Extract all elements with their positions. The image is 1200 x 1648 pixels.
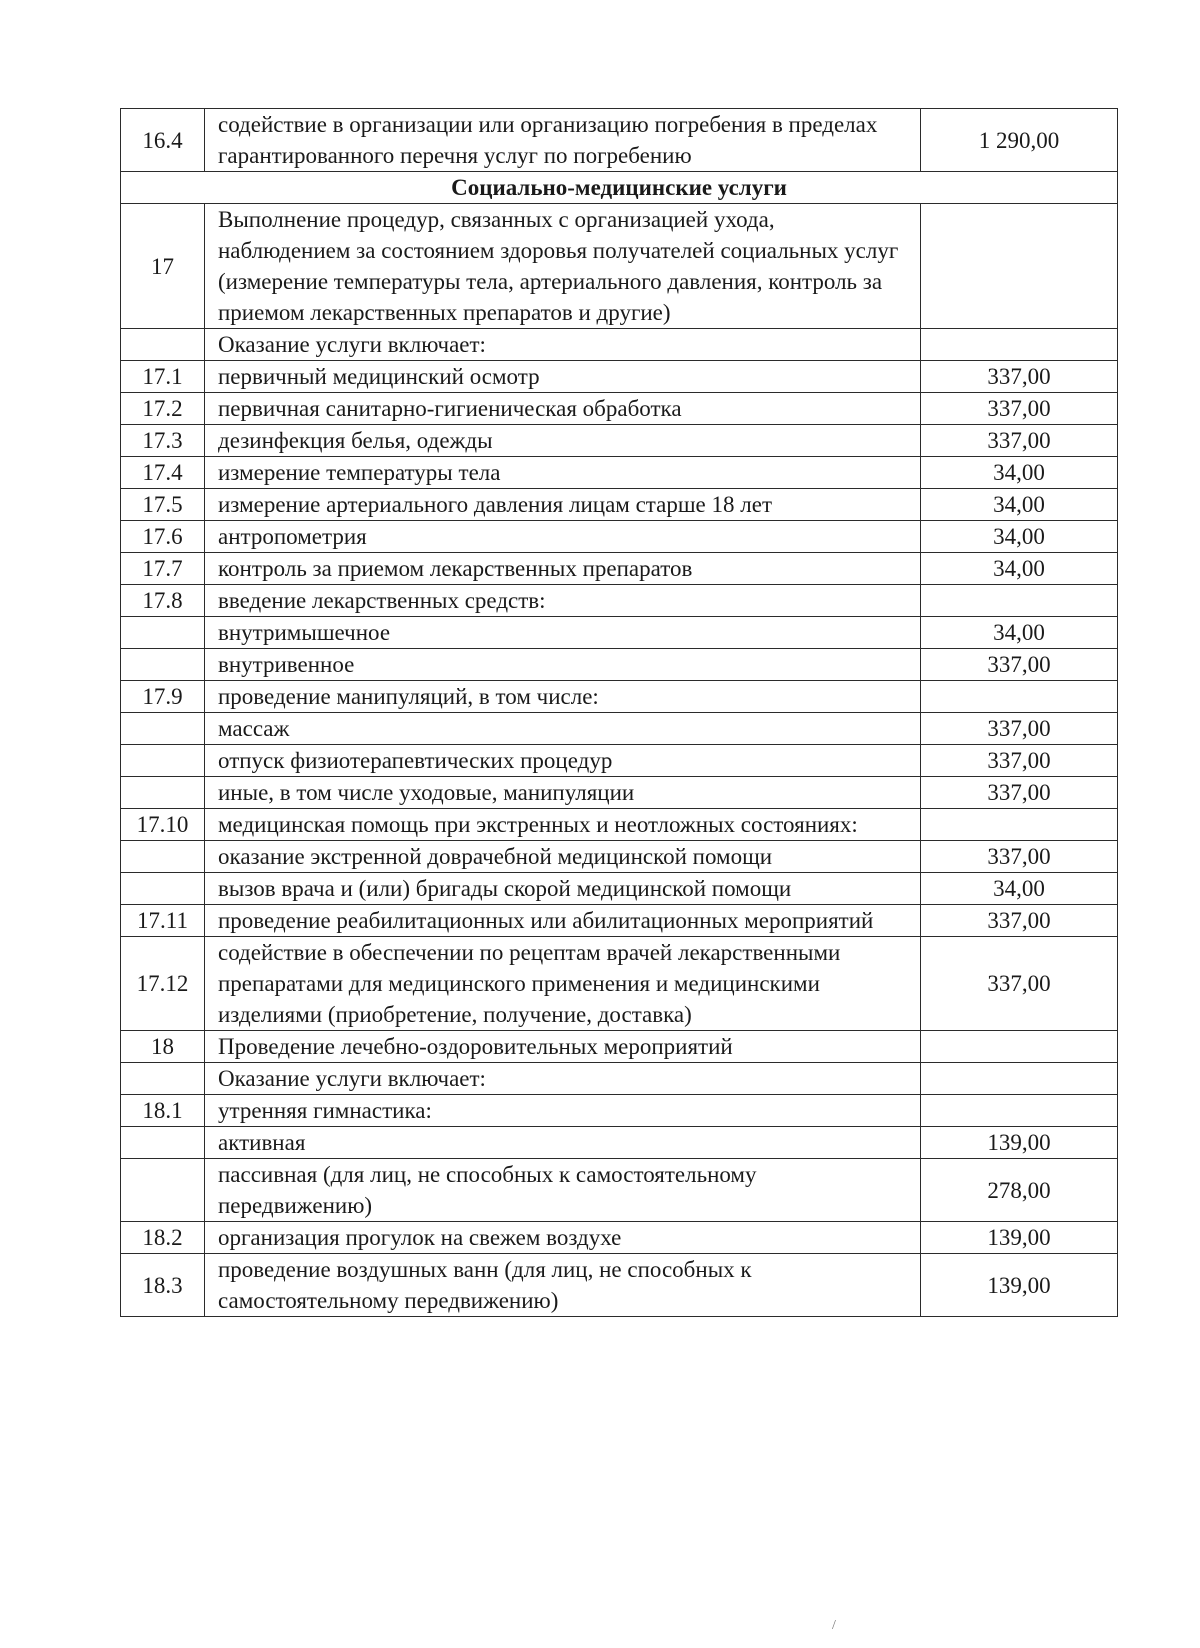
- row-number: 17.3: [121, 425, 205, 457]
- service-price: 337,00: [921, 745, 1118, 777]
- table-row: [121, 1063, 1118, 1095]
- service-price: [921, 329, 1118, 361]
- row-number: 18.3: [121, 1254, 205, 1317]
- row-number: [121, 649, 205, 681]
- service-price: 337,00: [921, 425, 1118, 457]
- service-price: 337,00: [921, 649, 1118, 681]
- service-price: 278,00: [921, 1159, 1118, 1222]
- table-row: [121, 905, 1118, 937]
- table-row: [121, 617, 1118, 649]
- service-name: Оказание услуги включает:: [205, 1063, 921, 1095]
- table-row: [121, 873, 1118, 905]
- row-number: 17.5: [121, 489, 205, 521]
- row-number: 18.2: [121, 1222, 205, 1254]
- service-price: [921, 585, 1118, 617]
- service-name: измерение температуры тела: [205, 457, 921, 489]
- table-row: [121, 713, 1118, 745]
- service-price: 337,00: [921, 361, 1118, 393]
- service-name: массаж: [205, 713, 921, 745]
- service-name: антропометрия: [205, 521, 921, 553]
- service-price: 337,00: [921, 393, 1118, 425]
- service-name: организация прогулок на свежем воздухе: [205, 1222, 921, 1254]
- row-number: 17.10: [121, 809, 205, 841]
- service-name: Проведение лечебно-оздоровительных мероприятий: [205, 1031, 921, 1063]
- service-name: контроль за приемом лекарственных препаратов: [205, 553, 921, 585]
- service-name: содействие в обеспечении по рецептам врачей лекарственными препаратами для медицинского применения и медицинскими изделиями (приобретение, получение, доставка): [205, 937, 921, 1031]
- service-price: 34,00: [921, 489, 1118, 521]
- service-price: 337,00: [921, 777, 1118, 809]
- service-name: содействие в организации или организацию погребения в пределах гарантированного перечня услуг по погребению: [205, 109, 921, 172]
- service-name: пассивная (для лиц, не способных к самостоятельному передвижению): [205, 1159, 921, 1222]
- service-price: 34,00: [921, 457, 1118, 489]
- service-name: проведение воздушных ванн (для лиц, не способных к самостоятельному передвижению): [205, 1254, 921, 1317]
- service-name: внутривенное: [205, 649, 921, 681]
- table-row: [121, 521, 1118, 553]
- section-heading-row: [121, 172, 1118, 204]
- service-price: 34,00: [921, 873, 1118, 905]
- service-name: внутримышечное: [205, 617, 921, 649]
- row-number: [121, 329, 205, 361]
- row-number: [121, 745, 205, 777]
- table-row: [121, 841, 1118, 873]
- service-name: отпуск физиотерапевтических процедур: [205, 745, 921, 777]
- service-price: 337,00: [921, 905, 1118, 937]
- service-name: иные, в том числе уходовые, манипуляции: [205, 777, 921, 809]
- row-number: 17.4: [121, 457, 205, 489]
- service-name: активная: [205, 1127, 921, 1159]
- table-row: [121, 649, 1118, 681]
- service-price: [921, 681, 1118, 713]
- row-number: [121, 777, 205, 809]
- service-name: оказание экстренной доврачебной медицинской помощи: [205, 841, 921, 873]
- table-row: [121, 585, 1118, 617]
- service-name: проведение манипуляций, в том числе:: [205, 681, 921, 713]
- service-price: 34,00: [921, 521, 1118, 553]
- service-price: 34,00: [921, 617, 1118, 649]
- table-row: [121, 1031, 1118, 1063]
- table-row: [121, 361, 1118, 393]
- table-row: [121, 109, 1118, 172]
- service-price-table: [120, 108, 1118, 1317]
- page-mark: /: [832, 1618, 836, 1633]
- service-price: 337,00: [921, 841, 1118, 873]
- row-number: 17.8: [121, 585, 205, 617]
- service-price: [921, 1031, 1118, 1063]
- row-number: [121, 1063, 205, 1095]
- row-number: [121, 841, 205, 873]
- row-number: [121, 873, 205, 905]
- service-name: проведение реабилитационных или абилитационных мероприятий: [205, 905, 921, 937]
- table-row: [121, 425, 1118, 457]
- row-number: 16.4: [121, 109, 205, 172]
- table-row: [121, 1095, 1118, 1127]
- table-row: [121, 937, 1118, 1031]
- table-row: [121, 809, 1118, 841]
- row-number: 17.12: [121, 937, 205, 1031]
- service-price: [921, 1063, 1118, 1095]
- service-price: 34,00: [921, 553, 1118, 585]
- row-number: [121, 1127, 205, 1159]
- service-price: 337,00: [921, 937, 1118, 1031]
- table-row: [121, 777, 1118, 809]
- table-row: [121, 553, 1118, 585]
- row-number: 17.2: [121, 393, 205, 425]
- service-price: [921, 204, 1118, 329]
- service-price: 139,00: [921, 1222, 1118, 1254]
- row-number: 17.6: [121, 521, 205, 553]
- table-row: [121, 489, 1118, 521]
- table-row: [121, 1222, 1118, 1254]
- service-name: первичный медицинский осмотр: [205, 361, 921, 393]
- service-name: Выполнение процедур, связанных с организацией ухода, наблюдением за состоянием здоровья получателей социальных услуг (измерение температуры тела, артериального давления, контроль за приемом лекарственных препаратов и другие): [205, 204, 921, 329]
- table-row: [121, 457, 1118, 489]
- row-number: 17: [121, 204, 205, 329]
- service-name: введение лекарственных средств:: [205, 585, 921, 617]
- table-row: [121, 1254, 1118, 1317]
- row-number: 17.11: [121, 905, 205, 937]
- table-row: [121, 681, 1118, 713]
- row-number: [121, 713, 205, 745]
- row-number: 18.1: [121, 1095, 205, 1127]
- service-name: утренняя гимнастика:: [205, 1095, 921, 1127]
- table-row: [121, 204, 1118, 329]
- service-price: [921, 1095, 1118, 1127]
- service-price: 337,00: [921, 713, 1118, 745]
- table-row: [121, 393, 1118, 425]
- row-number: [121, 617, 205, 649]
- table-row: [121, 329, 1118, 361]
- service-price: 139,00: [921, 1127, 1118, 1159]
- service-name: медицинская помощь при экстренных и неотложных состояниях:: [205, 809, 921, 841]
- service-name: первичная санитарно-гигиеническая обработка: [205, 393, 921, 425]
- service-price: 139,00: [921, 1254, 1118, 1317]
- row-number: [121, 1159, 205, 1222]
- service-name: вызов врача и (или) бригады скорой медицинской помощи: [205, 873, 921, 905]
- service-name: измерение артериального давления лицам старше 18 лет: [205, 489, 921, 521]
- table-row: [121, 745, 1118, 777]
- service-price: [921, 809, 1118, 841]
- row-number: 17.1: [121, 361, 205, 393]
- section-heading: Социально-медицинские услуги: [121, 172, 1118, 204]
- service-price: 1 290,00: [921, 109, 1118, 172]
- row-number: 18: [121, 1031, 205, 1063]
- service-name: дезинфекция белья, одежды: [205, 425, 921, 457]
- row-number: 17.7: [121, 553, 205, 585]
- table-row: [121, 1159, 1118, 1222]
- table-row: [121, 1127, 1118, 1159]
- service-name: Оказание услуги включает:: [205, 329, 921, 361]
- row-number: 17.9: [121, 681, 205, 713]
